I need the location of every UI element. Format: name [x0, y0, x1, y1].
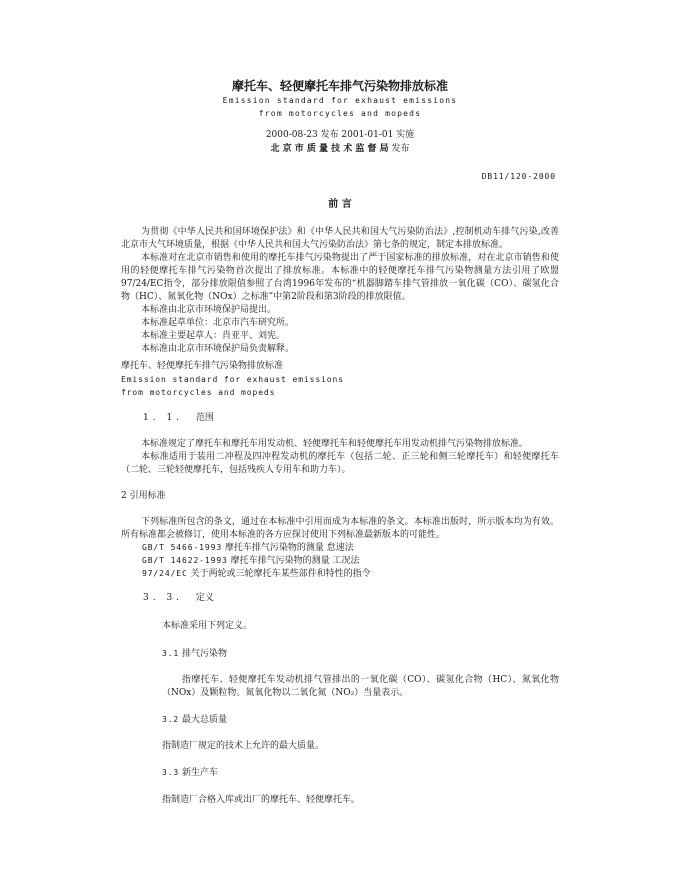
definition-term: 新生产车 — [182, 768, 219, 778]
reference-item — [121, 555, 559, 568]
section3-title: 定义 — [195, 593, 214, 603]
preface-paragraph: 本标准由北京市环境保护局提出。 — [141, 305, 277, 315]
definition-number: 3.1 — [162, 649, 180, 658]
english-title-line2: from motorcycles and mopeds — [258, 109, 422, 118]
reference-name: 摩托车排气污染物的测量 怠速法 — [224, 543, 354, 553]
definition-text: 指摩托车、轻便摩托车发动机排气管排出的一氧化碳（CO）、碳氢化合物（HC）、氮氧化物（NOx）及颗粒物。氮氧化物以二氧化氮（NO₂）当量表示。 — [162, 675, 559, 698]
reference-code: GB/T 5466-1993 — [142, 543, 223, 552]
section1-paragraph: 本标准适用于装用二冲程及四冲程发动机的摩托车（包括二轮、正三轮和侧三轮摩托车）和轻便摩托车（二轮、三轮轻便摩托车，包括残疾人专用车和助力车）。 — [121, 452, 559, 475]
preface-paragraph: 本标准起草单位：北京市汽车研究所。 — [141, 318, 295, 328]
preface-paragraph: 本标准主要起草人：肖亚平、刘宪。 — [141, 331, 286, 341]
reference-name: 关于两轮或三轮摩托车某些部件和特性的指令 — [190, 569, 371, 579]
definition-term-line — [162, 648, 227, 661]
standard-code: DB11/120-2000 — [481, 172, 556, 181]
definition-number: 3.2 — [162, 715, 180, 724]
issuer-line — [0, 143, 680, 156]
definition-text: 指制造厂合格入库或出厂的摩托车、轻便摩托车。 — [162, 795, 361, 805]
section3-number: 3. 3. — [143, 593, 184, 603]
section1-paragraph: 本标准规定了摩托车和摩托车用发动机、轻便摩托车和轻便摩托车用发动机排气污染物排放标准。 — [141, 439, 529, 449]
definition-term-line — [162, 767, 218, 780]
section3-heading — [143, 592, 214, 605]
definition-term: 最大总质量 — [182, 715, 228, 725]
section2-body — [121, 516, 559, 581]
reference-code: 97/24/EC — [142, 569, 188, 578]
repeat-title-cn: 摩托车、轻便摩托车排气污染物排放标准 — [121, 361, 284, 371]
publish-dates: 2000-08-23 发布 2001-01-01 实施 — [265, 130, 415, 140]
section1-body — [121, 438, 559, 477]
definition-term: 排气污染物 — [182, 649, 228, 659]
section2-intro: 下列标准所包含的条文，通过在本标准中引用而成为本标准的条文。本标准出版时，所示版本均为有效。所有标准都会被修订，使用本标准的各方应探讨使用下列标准最新版本的可能性。 — [121, 517, 559, 540]
definition-term-line — [162, 714, 227, 727]
definition-number: 3.3 — [162, 768, 180, 777]
section2-heading: 2 引用标准 — [121, 491, 166, 501]
english-title-line1: Emission standard for exhaust emissions — [222, 96, 458, 105]
preface-paragraph: 本标准对在北京市销售和使用的摩托车排气污染物提出了严于国家标准的排放标准，对在北京市销售和使用的轻便摩托车排气污染物首次提出了排放标准。本标准中的轻便摩托车排气污染物测量方法引用了欧盟97/24/EC指令，部分排放限值参照了台湾1996年发布的“机器脚踏车排气管排放一氧化碳（CO）、碳氢化合物（HC）、氮氧化物（NOx）之标准”中第2阶段和第3阶段的排放限值。 — [121, 253, 559, 302]
issuer-name: 北 京 市 质 量 技 术 监 督 局 — [270, 144, 389, 154]
issuer-suffix: 发布 — [391, 144, 410, 154]
preface-body — [121, 226, 559, 356]
repeat-title-en-line2: from motorcycles and mopeds — [121, 388, 276, 397]
reference-code: GB/T 14622-1993 — [142, 556, 228, 565]
document-title: 摩托车、轻便摩托车排气污染物排放标准 — [231, 79, 448, 93]
reference-item — [121, 568, 559, 581]
repeat-title-en-line1: Emission standard for exhaust emissions — [121, 375, 344, 384]
reference-name: 摩托车排气污染物的测量 工况法 — [230, 556, 360, 566]
section1-heading — [143, 412, 214, 425]
preface-paragraph: 本标准由北京市环境保护局负责解释。 — [141, 344, 295, 354]
section3-intro: 本标准采用下列定义。 — [162, 621, 253, 631]
section1-title: 范围 — [195, 413, 214, 423]
reference-item — [121, 542, 559, 555]
definition-text: 指制造厂规定的技术上允许的最大质量。 — [162, 741, 325, 751]
preface-heading: 前 言 — [328, 199, 352, 210]
section1-number: 1. 1. — [143, 413, 184, 423]
preface-paragraph: 为贯彻《中华人民共和国环境保护法》和《中华人民共和国大气污染防治法》,控制机动车排气污染,改善北京市大气环境质量，根据《中华人民共和国大气污染防治法》第七条的规定，制定本排放标准。 — [121, 227, 559, 250]
